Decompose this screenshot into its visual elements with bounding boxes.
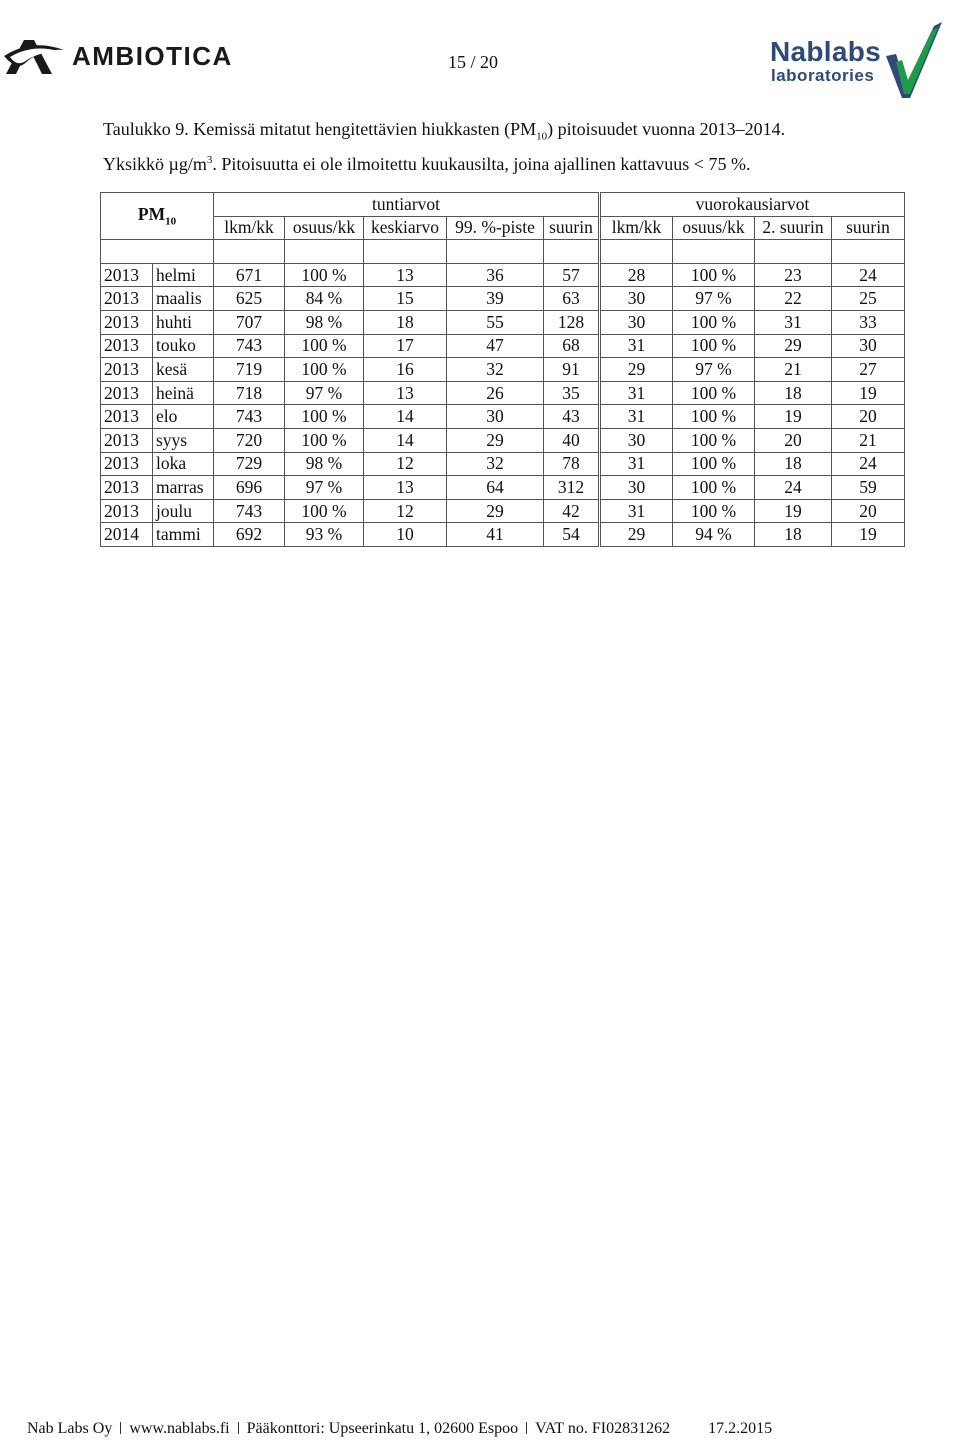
cell-daily-second-max: 21 [755,358,832,382]
cell-hourly-p99: 64 [447,476,544,500]
caption-text-3: . Pitoisuutta ei ole ilmoitettu kuukausilta, joina ajallinen kattavuus < 75 %. [212,153,751,174]
page-number: 15 / 20 [448,52,499,72]
table-caption [103,118,843,176]
cell-hourly-max: 40 [544,428,600,452]
cell-year: 2013 [101,499,153,523]
table-row [101,523,905,547]
cell-year: 2013 [101,334,153,358]
cell-hourly-p99: 29 [447,428,544,452]
cell-hourly-coverage: 100 % [285,263,364,287]
table-row [101,381,905,405]
cell-daily-count: 30 [600,287,673,311]
cell-hourly-coverage: 97 % [285,476,364,500]
cell-hourly-max: 128 [544,310,600,334]
column-header: osuus/kk [673,216,755,240]
footer-company: Nab Labs Oy [27,1420,113,1437]
cell-hourly-p99: 29 [447,499,544,523]
cell-month: maalis [153,287,214,311]
group-hourly-header: tuntiarvot [214,193,600,217]
cell-hourly-p99: 30 [447,405,544,429]
cell-hourly-max: 42 [544,499,600,523]
caption-text-2: ) pitoisuudet vuonna 2013–2014. Yksikkö µg/m [103,119,786,174]
table-row [101,287,905,311]
pm10-table [100,192,905,547]
cell-hourly-p99: 39 [447,287,544,311]
footer-office: Pääkonttori: Upseerinkatu 1, 02600 Espoo [246,1420,519,1437]
pm-sub: 10 [165,215,177,228]
cell-daily-count: 28 [600,263,673,287]
cell-hourly-coverage: 93 % [285,523,364,547]
table-row [101,476,905,500]
cell-hourly-mean: 15 [364,287,447,311]
cell-year: 2013 [101,428,153,452]
cell-hourly-count: 720 [214,428,285,452]
footer-separator [120,1422,121,1434]
cell-hourly-max: 312 [544,476,600,500]
cell-daily-max: 27 [832,358,905,382]
footer-separator [238,1422,239,1434]
page-footer [27,1420,772,1438]
cell-daily-count: 30 [600,428,673,452]
header-spacer [101,240,905,264]
cell-daily-max: 24 [832,263,905,287]
column-header: 2. suurin [755,216,832,240]
cell-hourly-count: 719 [214,358,285,382]
cell-hourly-count: 707 [214,310,285,334]
header-row-columns [101,216,905,240]
cell-hourly-max: 35 [544,381,600,405]
cell-hourly-p99: 32 [447,452,544,476]
cell-daily-coverage: 100 % [673,310,755,334]
cell-daily-coverage: 100 % [673,334,755,358]
cell-daily-second-max: 18 [755,452,832,476]
column-header: osuus/kk [285,216,364,240]
cell-hourly-mean: 16 [364,358,447,382]
cell-month: helmi [153,263,214,287]
cell-hourly-p99: 26 [447,381,544,405]
cell-daily-second-max: 23 [755,263,832,287]
cell-daily-coverage: 100 % [673,263,755,287]
cell-hourly-p99: 41 [447,523,544,547]
cell-daily-second-max: 18 [755,381,832,405]
cell-hourly-coverage: 97 % [285,381,364,405]
cell-month: joulu [153,499,214,523]
cell-daily-coverage: 100 % [673,476,755,500]
cell-daily-second-max: 31 [755,310,832,334]
pm-label: PM [137,204,166,225]
cell-year: 2013 [101,358,153,382]
table-row [101,452,905,476]
caption-unit-sup: 3 [206,153,213,166]
cell-hourly-coverage: 98 % [285,452,364,476]
cell-hourly-max: 57 [544,263,600,287]
cell-hourly-max: 91 [544,358,600,382]
cell-month: heinä [153,381,214,405]
cell-daily-coverage: 100 % [673,381,755,405]
column-header: lkm/kk [214,216,285,240]
table-row [101,263,905,287]
cell-month: touko [153,334,214,358]
cell-hourly-mean: 12 [364,499,447,523]
cell-hourly-mean: 17 [364,334,447,358]
cell-hourly-count: 743 [214,334,285,358]
group-daily-header: vuorokausiarvot [600,193,905,217]
cell-month: tammi [153,523,214,547]
cell-daily-max: 59 [832,476,905,500]
cell-daily-coverage: 100 % [673,428,755,452]
cell-year: 2013 [101,476,153,500]
cell-daily-max: 20 [832,405,905,429]
cell-daily-coverage: 100 % [673,405,755,429]
ambiotica-logo [2,34,262,78]
cell-hourly-mean: 13 [364,263,447,287]
cell-daily-count: 30 [600,476,673,500]
cell-daily-second-max: 18 [755,523,832,547]
column-header: suurin [544,216,600,240]
cell-hourly-coverage: 98 % [285,310,364,334]
cell-daily-count: 31 [600,381,673,405]
header-row-groups [101,193,905,217]
cell-daily-coverage: 94 % [673,523,755,547]
cell-year: 2013 [101,405,153,429]
column-header: 99. %-piste [447,216,544,240]
cell-daily-coverage: 100 % [673,452,755,476]
cell-daily-max: 25 [832,287,905,311]
nablabs-logo-name: Nablabs [770,36,882,67]
cell-daily-max: 19 [832,523,905,547]
column-header: suurin [832,216,905,240]
cell-hourly-coverage: 100 % [285,334,364,358]
cell-hourly-count: 729 [214,452,285,476]
cell-daily-second-max: 19 [755,499,832,523]
cell-daily-second-max: 29 [755,334,832,358]
table-row [101,334,905,358]
cell-hourly-coverage: 100 % [285,405,364,429]
cell-hourly-mean: 12 [364,452,447,476]
footer-vat: VAT no. FI02831262 [535,1420,671,1437]
cell-daily-count: 31 [600,334,673,358]
column-header: lkm/kk [600,216,673,240]
cell-hourly-max: 78 [544,452,600,476]
cell-daily-coverage: 97 % [673,287,755,311]
cell-hourly-max: 63 [544,287,600,311]
footer-separator [526,1422,527,1434]
cell-year: 2013 [101,452,153,476]
cell-month: kesä [153,358,214,382]
cell-hourly-p99: 55 [447,310,544,334]
cell-hourly-coverage: 100 % [285,499,364,523]
cell-hourly-coverage: 100 % [285,428,364,452]
cell-hourly-p99: 32 [447,358,544,382]
cell-hourly-max: 68 [544,334,600,358]
cell-month: huhti [153,310,214,334]
cell-month: marras [153,476,214,500]
footer-website[interactable]: www.nablabs.fi [129,1420,230,1437]
footer-date: 17.2.2015 [708,1420,773,1437]
cell-daily-count: 31 [600,405,673,429]
cell-year: 2014 [101,523,153,547]
cell-daily-max: 33 [832,310,905,334]
cell-daily-second-max: 24 [755,476,832,500]
cell-hourly-mean: 18 [364,310,447,334]
cell-month: syys [153,428,214,452]
cell-hourly-count: 692 [214,523,285,547]
cell-hourly-count: 625 [214,287,285,311]
cell-hourly-p99: 47 [447,334,544,358]
cell-daily-second-max: 22 [755,287,832,311]
pm10-header [101,193,214,240]
table-row [101,405,905,429]
cell-daily-max: 30 [832,334,905,358]
cell-daily-coverage: 100 % [673,499,755,523]
cell-hourly-count: 718 [214,381,285,405]
cell-month: loka [153,452,214,476]
cell-daily-count: 29 [600,358,673,382]
caption-pm-sub: 10 [536,130,548,143]
cell-daily-max: 24 [832,452,905,476]
cell-hourly-mean: 10 [364,523,447,547]
cell-daily-coverage: 97 % [673,358,755,382]
cell-daily-count: 29 [600,523,673,547]
cell-month: elo [153,405,214,429]
table-row [101,310,905,334]
cell-year: 2013 [101,310,153,334]
cell-hourly-mean: 14 [364,428,447,452]
nablabs-logo-sub: laboratories [771,66,875,85]
cell-hourly-max: 43 [544,405,600,429]
cell-hourly-p99: 36 [447,263,544,287]
cell-hourly-mean: 13 [364,381,447,405]
cell-hourly-coverage: 100 % [285,358,364,382]
cell-daily-second-max: 19 [755,405,832,429]
table-row [101,428,905,452]
cell-daily-second-max: 20 [755,428,832,452]
cell-daily-max: 19 [832,381,905,405]
cell-daily-max: 20 [832,499,905,523]
cell-year: 2013 [101,287,153,311]
cell-daily-count: 31 [600,499,673,523]
cell-daily-count: 30 [600,310,673,334]
column-header: keskiarvo [364,216,447,240]
table-body [101,263,905,546]
cell-hourly-mean: 14 [364,405,447,429]
cell-hourly-count: 696 [214,476,285,500]
cell-hourly-count: 743 [214,499,285,523]
ambiotica-logo-icon [2,34,68,78]
nablabs-logo [768,20,948,106]
cell-year: 2013 [101,263,153,287]
table-row [101,358,905,382]
caption-text-1: Taulukko 9. Kemissä mitatut hengitettävien hiukkasten (PM [103,119,537,139]
cell-hourly-coverage: 84 % [285,287,364,311]
cell-hourly-mean: 13 [364,476,447,500]
cell-hourly-count: 743 [214,405,285,429]
cell-year: 2013 [101,381,153,405]
table-row [101,499,905,523]
cell-hourly-max: 54 [544,523,600,547]
ambiotica-logo-text: AMBIOTICA [72,41,233,71]
cell-daily-max: 21 [832,428,905,452]
cell-hourly-count: 671 [214,263,285,287]
nablabs-checkmark-icon [876,20,946,106]
cell-daily-count: 31 [600,452,673,476]
